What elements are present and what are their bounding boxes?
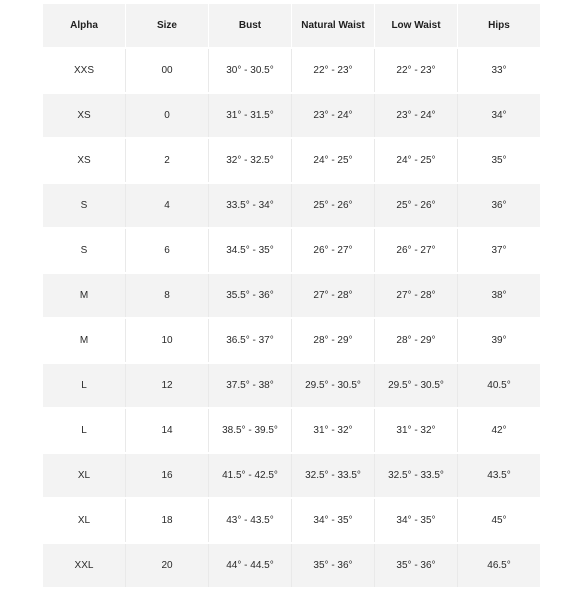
alpha-cell: S bbox=[43, 184, 126, 227]
hips-cell: 46.5° bbox=[458, 544, 540, 587]
table-row bbox=[43, 139, 540, 182]
header-row bbox=[43, 4, 540, 47]
size-cell: 8 bbox=[126, 274, 209, 317]
hips-cell: 37° bbox=[458, 229, 540, 272]
size-cell: 0 bbox=[126, 94, 209, 137]
hips-cell: 35° bbox=[458, 139, 540, 182]
size-cell: 00 bbox=[126, 49, 209, 92]
natural-waist-cell: 22° - 23° bbox=[292, 49, 375, 92]
natural-waist-cell: 26° - 27° bbox=[292, 229, 375, 272]
size-cell: 12 bbox=[126, 364, 209, 407]
table-row bbox=[43, 229, 540, 272]
natural-waist-cell: 35° - 36° bbox=[292, 544, 375, 587]
size-cell: 6 bbox=[126, 229, 209, 272]
table-row bbox=[43, 94, 540, 137]
hips-cell: 42° bbox=[458, 409, 540, 452]
natural-waist-cell: 23° - 24° bbox=[292, 94, 375, 137]
header-bust: Bust bbox=[209, 4, 292, 47]
bust-cell: 44° - 44.5° bbox=[209, 544, 292, 587]
natural-waist-cell: 31° - 32° bbox=[292, 409, 375, 452]
low-waist-cell: 34° - 35° bbox=[375, 499, 458, 542]
low-waist-cell: 26° - 27° bbox=[375, 229, 458, 272]
natural-waist-cell: 28° - 29° bbox=[292, 319, 375, 362]
bust-cell: 31° - 31.5° bbox=[209, 94, 292, 137]
table-row bbox=[43, 184, 540, 227]
header-natural-waist: Natural Waist bbox=[292, 4, 375, 47]
bust-cell: 30° - 30.5° bbox=[209, 49, 292, 92]
table-row bbox=[43, 319, 540, 362]
natural-waist-cell: 29.5° - 30.5° bbox=[292, 364, 375, 407]
low-waist-cell: 32.5° - 33.5° bbox=[375, 454, 458, 497]
hips-cell: 43.5° bbox=[458, 454, 540, 497]
table-row bbox=[43, 274, 540, 317]
natural-waist-cell: 34° - 35° bbox=[292, 499, 375, 542]
low-waist-cell: 23° - 24° bbox=[375, 94, 458, 137]
size-chart-table bbox=[43, 2, 540, 589]
bust-cell: 33.5° - 34° bbox=[209, 184, 292, 227]
low-waist-cell: 31° - 32° bbox=[375, 409, 458, 452]
low-waist-cell: 35° - 36° bbox=[375, 544, 458, 587]
hips-cell: 33° bbox=[458, 49, 540, 92]
header-size: Size bbox=[126, 4, 209, 47]
alpha-cell: XS bbox=[43, 139, 126, 182]
natural-waist-cell: 25° - 26° bbox=[292, 184, 375, 227]
bust-cell: 34.5° - 35° bbox=[209, 229, 292, 272]
alpha-cell: XXS bbox=[43, 49, 126, 92]
low-waist-cell: 28° - 29° bbox=[375, 319, 458, 362]
bust-cell: 41.5° - 42.5° bbox=[209, 454, 292, 497]
table-row bbox=[43, 544, 540, 587]
natural-waist-cell: 24° - 25° bbox=[292, 139, 375, 182]
alpha-cell: M bbox=[43, 319, 126, 362]
bust-cell: 35.5° - 36° bbox=[209, 274, 292, 317]
alpha-cell: L bbox=[43, 364, 126, 407]
low-waist-cell: 25° - 26° bbox=[375, 184, 458, 227]
bust-cell: 36.5° - 37° bbox=[209, 319, 292, 362]
table-row bbox=[43, 49, 540, 92]
table-row bbox=[43, 499, 540, 542]
alpha-cell: XS bbox=[43, 94, 126, 137]
bust-cell: 43° - 43.5° bbox=[209, 499, 292, 542]
low-waist-cell: 24° - 25° bbox=[375, 139, 458, 182]
alpha-cell: M bbox=[43, 274, 126, 317]
size-cell: 16 bbox=[126, 454, 209, 497]
hips-cell: 40.5° bbox=[458, 364, 540, 407]
low-waist-cell: 29.5° - 30.5° bbox=[375, 364, 458, 407]
hips-cell: 34° bbox=[458, 94, 540, 137]
size-cell: 14 bbox=[126, 409, 209, 452]
low-waist-cell: 22° - 23° bbox=[375, 49, 458, 92]
alpha-cell: S bbox=[43, 229, 126, 272]
header-hips: Hips bbox=[458, 4, 540, 47]
size-chart-body bbox=[43, 49, 540, 587]
bust-cell: 32° - 32.5° bbox=[209, 139, 292, 182]
table-row bbox=[43, 454, 540, 497]
bust-cell: 37.5° - 38° bbox=[209, 364, 292, 407]
alpha-cell: XL bbox=[43, 499, 126, 542]
alpha-cell: L bbox=[43, 409, 126, 452]
natural-waist-cell: 32.5° - 33.5° bbox=[292, 454, 375, 497]
header-alpha: Alpha bbox=[43, 4, 126, 47]
natural-waist-cell: 27° - 28° bbox=[292, 274, 375, 317]
hips-cell: 38° bbox=[458, 274, 540, 317]
hips-cell: 36° bbox=[458, 184, 540, 227]
alpha-cell: XL bbox=[43, 454, 126, 497]
size-cell: 18 bbox=[126, 499, 209, 542]
bust-cell: 38.5° - 39.5° bbox=[209, 409, 292, 452]
size-cell: 4 bbox=[126, 184, 209, 227]
table-row bbox=[43, 364, 540, 407]
hips-cell: 39° bbox=[458, 319, 540, 362]
size-cell: 2 bbox=[126, 139, 209, 182]
header-low-waist: Low Waist bbox=[375, 4, 458, 47]
size-cell: 10 bbox=[126, 319, 209, 362]
hips-cell: 45° bbox=[458, 499, 540, 542]
table-row bbox=[43, 409, 540, 452]
low-waist-cell: 27° - 28° bbox=[375, 274, 458, 317]
alpha-cell: XXL bbox=[43, 544, 126, 587]
size-cell: 20 bbox=[126, 544, 209, 587]
